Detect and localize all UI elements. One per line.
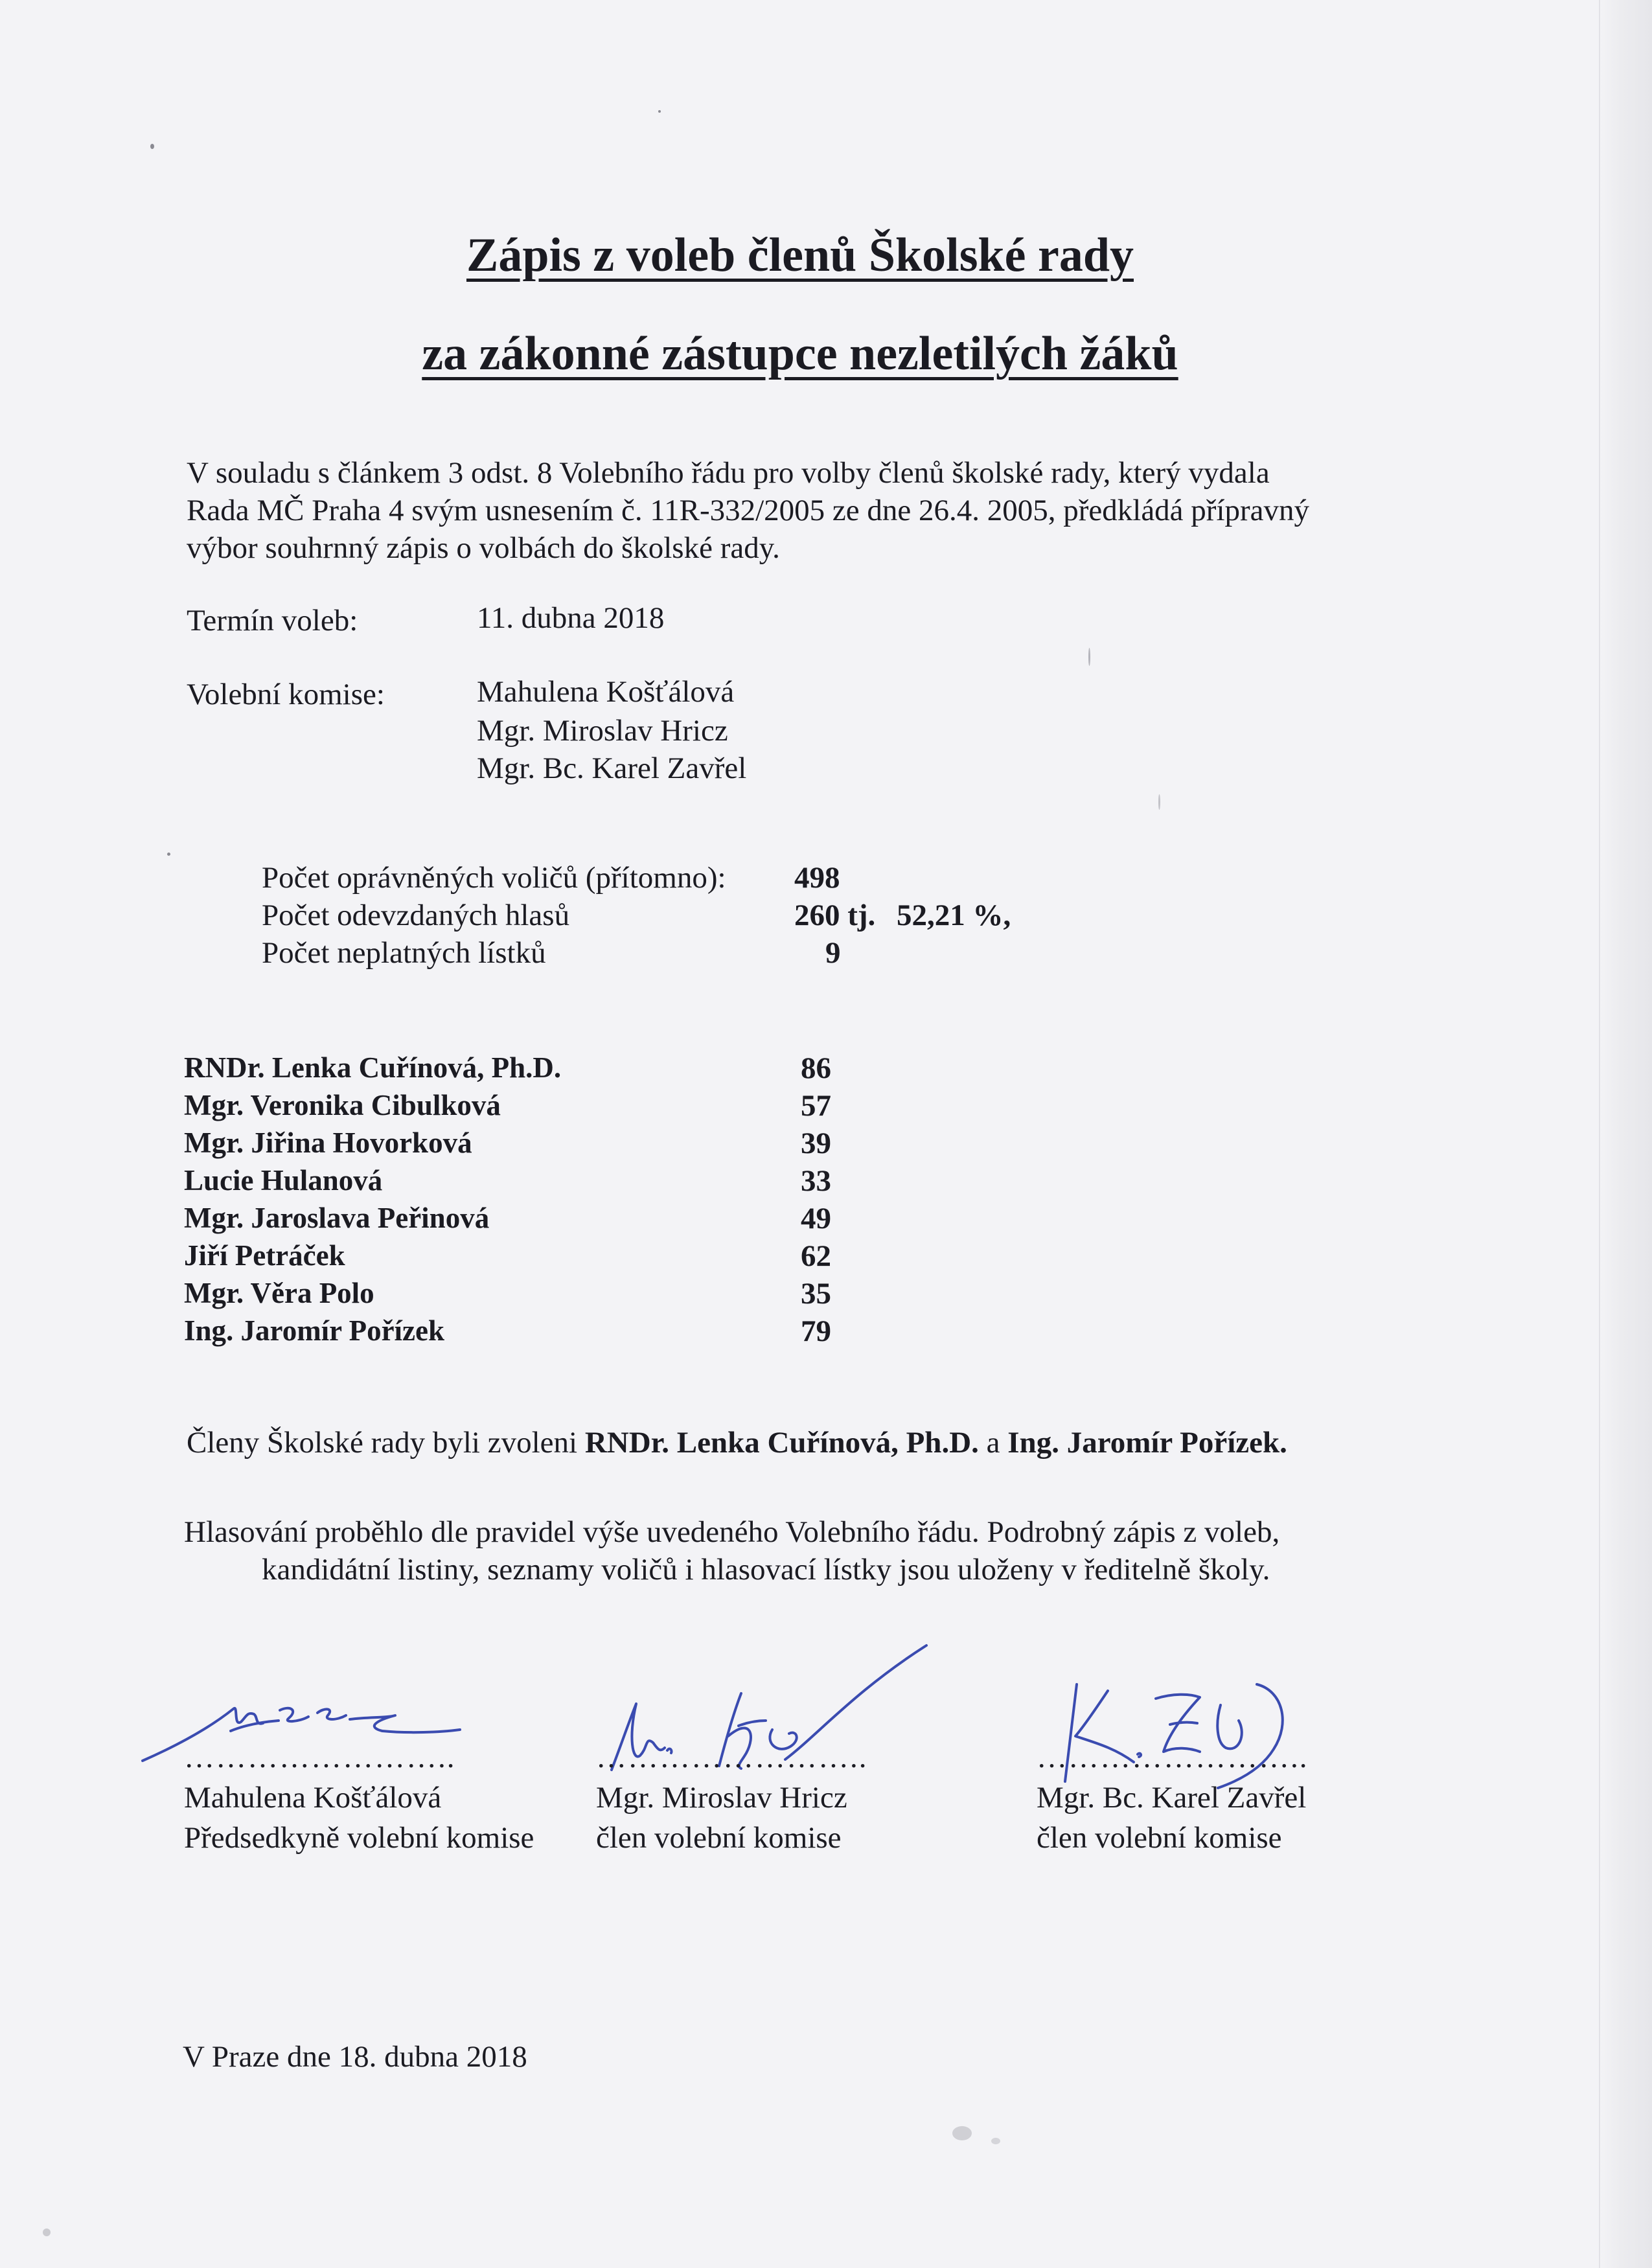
signatory-name: Mahulena Košťálová [184, 1781, 442, 1815]
elected-first: RNDr. Lenka Cuřínová, Ph.D. [584, 1426, 979, 1460]
candidate-votes: 39 [801, 1127, 831, 1160]
place-and-date: V Praze dne 18. dubna 2018 [183, 2040, 527, 2074]
signature-block-chair [184, 1737, 534, 1858]
candidate-votes: 33 [801, 1164, 831, 1198]
elected-members-line [187, 1425, 1287, 1460]
signatory-name: Mgr. Miroslav Hricz [596, 1781, 847, 1815]
signature-block-member-hricz [596, 1737, 868, 1858]
commission-member: Mahulena Košťálová [477, 675, 735, 709]
candidate-name: Mgr. Veronika Cibulková [184, 1089, 501, 1121]
scan-speck [150, 144, 154, 149]
election-date-label: Termín voleb: [187, 604, 358, 637]
scan-speck [952, 2126, 972, 2140]
candidate-votes: 79 [801, 1314, 831, 1348]
candidate-name: Ing. Jaromír Pořízek [184, 1314, 445, 1347]
signatory-role: Předsedkyně volební komise [184, 1821, 534, 1855]
cast-votes-label: Počet odevzdaných hlasů [262, 899, 570, 932]
commission-label: Volební komise: [187, 678, 385, 711]
candidate-name: RNDr. Lenka Cuřínová, Ph.D. [184, 1051, 562, 1084]
candidate-name: Mgr. Jiřina Hovorková [184, 1127, 472, 1159]
signature-line: …………………….. [596, 1741, 868, 1774]
commission-member: Mgr. Bc. Karel Zavřel [477, 751, 747, 785]
candidate-votes: 57 [801, 1089, 831, 1123]
election-date-value: 11. dubna 2018 [477, 601, 665, 635]
candidate-votes: 86 [801, 1051, 831, 1085]
scan-speck [658, 110, 661, 113]
cast-votes-value: 260 tj. [794, 899, 876, 932]
closing-line-1: Hlasování proběhlo dle pravidel výše uvedeného Volebního řádu. Podrobný zápis z voleb, [184, 1515, 1280, 1549]
scan-speck [1158, 794, 1160, 810]
scan-speck [1088, 648, 1090, 666]
candidate-name: Jiří Petráček [184, 1239, 345, 1272]
elected-prefix: Členy Školské rady byli zvoleni [187, 1426, 578, 1460]
intro-line-1: V souladu s článkem 3 odst. 8 Volebního řádu pro volby členů školské rady, který vydala [187, 456, 1270, 490]
closing-line-2: kandidátní listiny, seznamy voličů i hlasovací lístky jsou uloženy v ředitelně školy. [262, 1553, 1270, 1586]
scan-speck [43, 2228, 51, 2236]
invalid-ballots-value: 9 [825, 936, 841, 970]
candidate-name: Mgr. Věra Polo [184, 1277, 374, 1309]
candidate-name: Mgr. Jaroslava Peřinová [184, 1202, 490, 1234]
signature-line: …………………….. [184, 1741, 456, 1774]
cast-votes-percent: 52,21 %, [897, 899, 1011, 932]
eligible-voters-label: Počet oprávněných voličů (přítomno): [262, 861, 726, 895]
intro-line-2: Rada MČ Praha 4 svým usnesením č. 11R-332/2005 ze dne 26.4. 2005, předkládá přípravný [187, 494, 1310, 527]
document-subtitle: za zákonné zástupce nezletilých žáků [422, 327, 1178, 380]
document-title: Zápis z voleb členů Školské rady [466, 229, 1134, 282]
invalid-ballots-label: Počet neplatných lístků [262, 936, 546, 970]
signature-line: …………………….. [1037, 1741, 1309, 1774]
signature-block-member-zavrel [1037, 1737, 1309, 1858]
elected-joiner: a [986, 1426, 1000, 1460]
intro-line-3: výbor souhrnný zápis o volbách do školské rady. [187, 531, 780, 565]
signatory-name: Mgr. Bc. Karel Zavřel [1037, 1781, 1307, 1815]
page-edge-shadow [1600, 0, 1652, 2268]
elected-second: Ing. Jaromír Pořízek. [1007, 1426, 1287, 1460]
signatory-role: člen volební komise [596, 1821, 842, 1855]
eligible-voters-value: 498 [794, 861, 840, 895]
candidate-votes: 49 [801, 1202, 831, 1235]
scan-speck [167, 853, 170, 856]
commission-member: Mgr. Miroslav Hricz [477, 714, 728, 748]
candidate-votes: 62 [801, 1239, 831, 1273]
candidate-votes: 35 [801, 1277, 831, 1311]
signatory-role: člen volební komise [1037, 1821, 1282, 1855]
scan-speck [991, 2138, 1000, 2144]
candidate-name: Lucie Hulanová [184, 1164, 383, 1197]
